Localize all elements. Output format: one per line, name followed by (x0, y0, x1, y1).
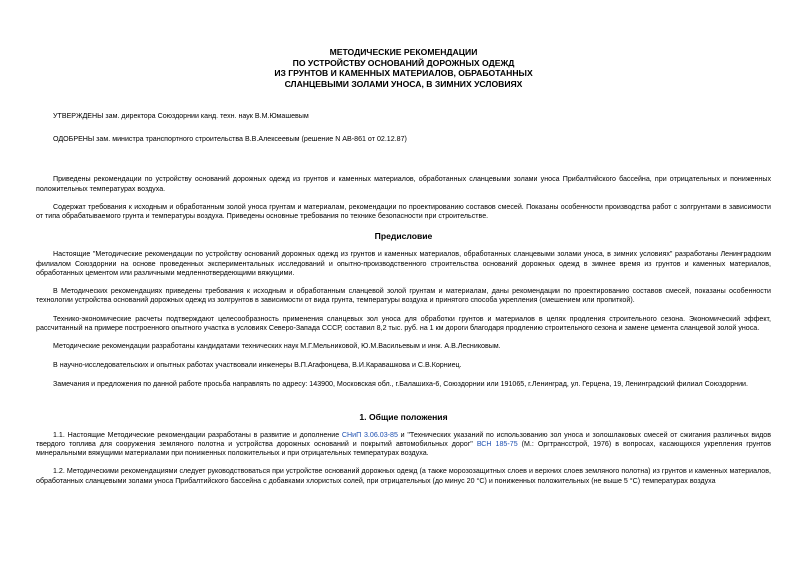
paragraph-text: (М.: Оргтрансстрой, 1976) в вопросах, касающихся укрепления грунтов минеральными вяжущими материалами при пониженных положительных и при отрицательных температурах воздуха. (36, 440, 771, 458)
preface-heading: Предисловие (374, 231, 433, 242)
title-line: ПО УСТРОЙСТВУ ОСНОВАНИЙ ДОРОЖНЫХ ОДЕЖД (292, 57, 515, 68)
vsn-link[interactable]: ВСН 185-75 (476, 440, 518, 448)
preface-paragraph: Настоящие "Методические рекомендации по устройству оснований дорожных одежд из грунтов и каменных материалов, обработанных сланцевыми золами уноса, в зимних условиях" разработаны Ленинградским филиалом Союздорнии на основе проведенных экспериментальных исследований и опытно-производственного строительства оснований дорожных одежд в зимнее время из грунтов и каменных материалов, обработанных цементом или различными медленнотвердеющими вяжущими. (36, 250, 771, 277)
endorsed-by: ОДОБРЕНЫ зам. министра транспортного строительства В.В.Алексеевым (решение N АВ-861 от 02.12.87) (53, 135, 407, 144)
preface-paragraph: Технико-экономические расчеты подтверждают целесообразность применения сланцевых зол уноса для обработки грунтов и материалов в целях продления строительного сезона. Экономический эффект, рассчитанный на примере построенного опытного участка в условиях Северо-Запада СССР, составил 8,2 тыс. руб. на 1 км дороги благодаря продлению строительного сезона и замене цемента сланцевой золой уноса. (36, 314, 771, 332)
preface-paragraph: В научно-исследовательских и опытных работах участвовали инженеры В.П.Агафонцева, В.И.Каравашкова и С.В.Корниец. (53, 361, 462, 370)
preface-paragraph: Методические рекомендации разработаны кандидатами технических наук М.Г.Мельниковой, Ю.М.Васильевым и инж. А.В.Лесниковым. (53, 341, 501, 350)
preface-paragraph: В Методических рекомендациях приведены требования к исходным и обработанным сланцевой золой грунтам и материалам, даны рекомендации по проектированию составов смесей, показаны особенности технологии устройства оснований дорожных одежд из золгрунтов в зависимости от вида грунта, температуры воздуха и принятого способа укрепления (смешением или пропиткой). (36, 287, 771, 305)
section-paragraph: 1.2. Методическими рекомендациями следует руководствоваться при устройстве оснований дорожных одежд (а также морозозащитных слоев и верхних слоев земляного полотна) из грунтов и каменных материалов, обработанных сланцевыми золами уноса Прибалтийского бассейна с добавками хлористых солей, при отрицательных (до минус 20 °С) и пониженных положительных (не выше 5 °С) температурах воздуха (36, 467, 771, 485)
intro-paragraph: Содержат требования к исходным и обработанным золой уноса грунтам и материалам, рекомендации по проектированию составов смесей. Показаны особенности производства работ с золгрунтами в зависимости от типа обрабатываемого грунта и температуры воздуха. Приведены основные требования по технике безопасности при строительстве. (36, 202, 771, 221)
paragraph-text: 1.1. Настоящие Методические рекомендации разработаны в развитие и дополнение (53, 430, 342, 439)
preface-paragraph: Замечания и предложения по данной работе просьба направлять по адресу: 143900, Московская обл., г.Балашиха-6, Союздорнии или 191065, г.Ленинград, ул. Герцена, 19, Ленинградский филиал Союздорнии. (53, 380, 748, 389)
paragraph-text: и "Технических указаний по использованию зол уноса и золошлаковых смесей от сжигания различных видов твердого топлива для сооружения земляного полотна и устройства дорожных оснований и покрытий автомобильных дорог" (36, 430, 771, 448)
title-line: МЕТОДИЧЕСКИЕ РЕКОМЕНДАЦИИ (329, 47, 478, 57)
snip-link[interactable]: СНиП 3.06.03-85 (341, 430, 398, 439)
section-heading: 1. Общие положения (359, 411, 448, 422)
title-line: СЛАНЦЕВЫМИ ЗОЛАМИ УНОСА, В ЗИМНИХ УСЛОВИЯХ (284, 79, 523, 90)
section-paragraph (36, 431, 771, 459)
intro-paragraph: Приведены рекомендации по устройству оснований дорожных одежд из грунтов и каменных материалов, обработанных сланцевыми золами уноса Прибалтийского бассейна, при отрицательных и пониженных положительных температурах воздуха. (36, 175, 771, 193)
title-line: ИЗ ГРУНТОВ И КАМЕННЫХ МАТЕРИАЛОВ, ОБРАБОТАННЫХ (274, 68, 533, 79)
approved-by: УТВЕРЖДЕНЫ зам. директора Союздорнии канд. техн. наук В.М.Юмашевым (53, 111, 309, 120)
document-title (36, 0, 771, 90)
